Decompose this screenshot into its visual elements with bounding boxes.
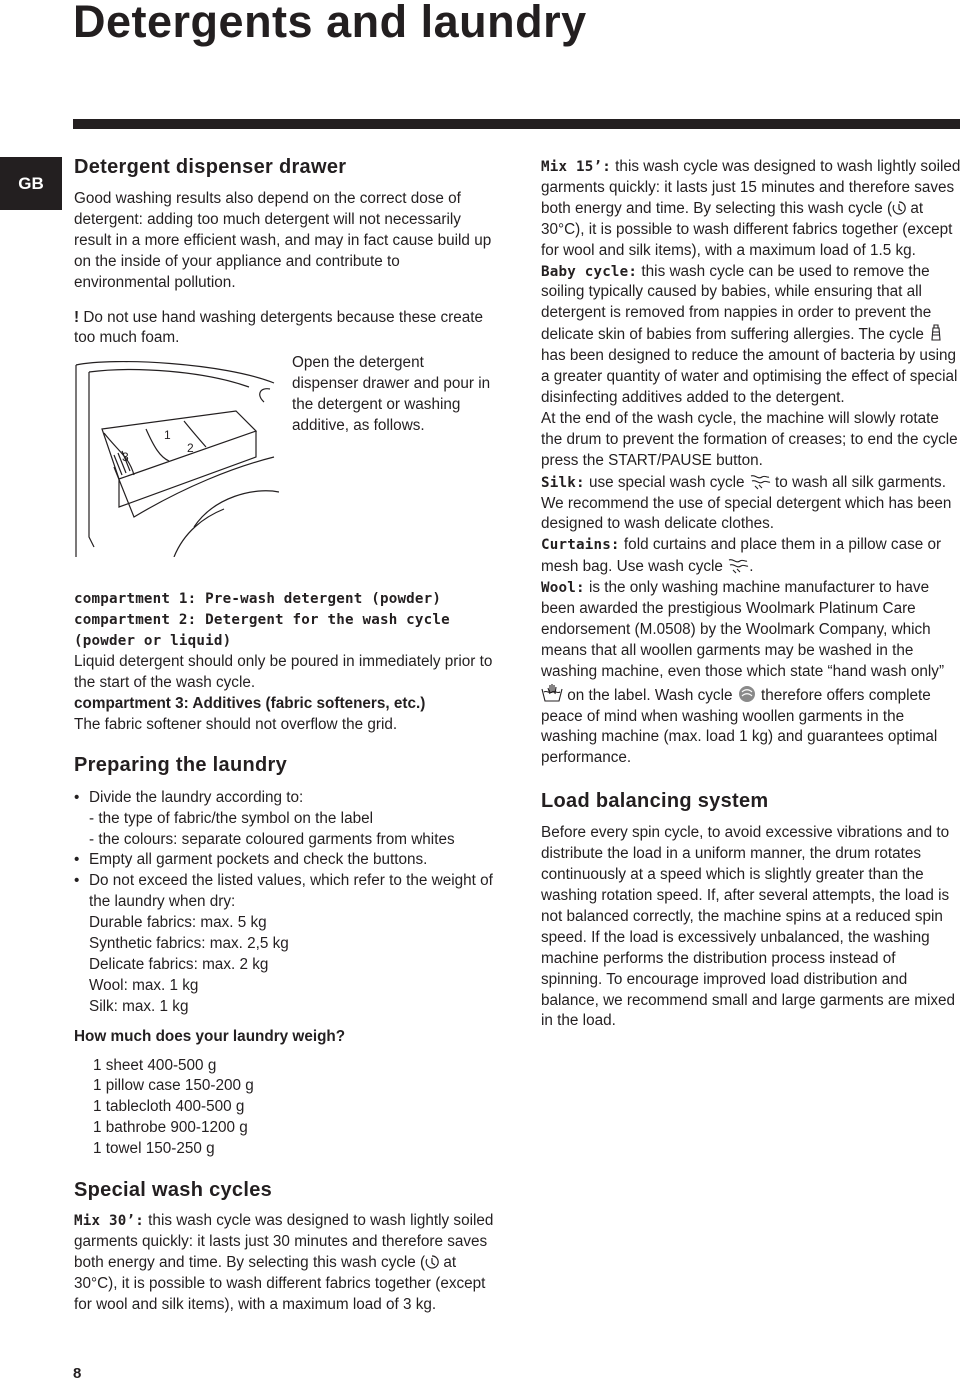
limit-item: Durable fabrics: max. 5 kg (89, 914, 267, 932)
weights-list (74, 1056, 494, 1161)
balance-heading: Load balancing system (541, 790, 769, 813)
wool-label: Wool: (541, 580, 585, 597)
timer-icon (425, 1254, 439, 1270)
page-title: Detergents and laundry (73, 0, 587, 47)
bullet-icon: • (74, 872, 80, 890)
dispenser-intro: Good washing results also depend on the correct dose of detergent: adding too much detergent will not necessarily result in a more efficient wash, and may in fact cause build up on the inside of your appliance and contribute to environmental pollution. (74, 190, 492, 291)
woolmark-icon (737, 685, 757, 703)
weight-item: 1 tablecloth 400-500 g (93, 1098, 245, 1116)
warning-mark: ! (74, 308, 80, 326)
bullet-icon: • (74, 851, 80, 869)
figure-label-1: 1 (164, 428, 171, 443)
list-item: • Empty all garment pockets and check the buttons. (74, 850, 494, 871)
limit-item: Silk: max. 1 kg (89, 997, 189, 1015)
baby-end-paragraph: At the end of the wash cycle, the machine will slowly rotate the drum to prevent the formation of creases; to end the cycle press the START/PAUSE button. (541, 409, 958, 469)
list-subitem: - the type of fabric/the symbol on the label (89, 809, 374, 827)
curtains-paragraph: Curtains: fold curtains and place them in a pillow case or mesh bag. Use wash cycle . (541, 536, 942, 576)
weigh-heading: How much does your laundry weigh? (74, 1027, 346, 1045)
right-column (541, 157, 960, 1032)
special-heading: Special wash cycles (74, 1179, 273, 1202)
figure-label-3: 3 (122, 450, 129, 465)
silk-paragraph: Silk: use special wash cycle to wash all silk garments. We recommend the use of special detergent which has been designed to wash delicate clothes. (541, 473, 952, 533)
hand-wash-icon (541, 683, 563, 703)
mix15-label: Mix 15’: (541, 159, 611, 175)
mix15-paragraph: Mix 15’: this wash cycle was designed to wash lightly soiled garments quickly: it lasts just 15 minutes and therefore saves both energy and time. By selecting this wash cycle ( at 30°C), it is possible to wash different fabrics together (except for wool and silk items), with a maximum load of 1.5 kg. (541, 158, 960, 259)
mix30-paragraph: Mix 30’: this wash cycle was designed to wash lightly soiled garments quickly: it lasts just 30 minutes and therefore saves both energy and time. By selecting this wash cycle ( at 30°C), it is possible to wash different fabrics together (except for wool and silk items), with a maximum load of 3 kg. (74, 1212, 494, 1313)
timer-icon (892, 200, 906, 216)
compartment-2-note: Liquid detergent should only be poured in immediately prior to the start of the wash cycle. (74, 653, 493, 691)
weight-item: 1 pillow case 150-200 g (93, 1077, 254, 1095)
dispenser-heading: Detergent dispenser drawer (74, 156, 347, 178)
silk-label: Silk: (541, 474, 585, 491)
mix30-label: Mix 30’: (74, 1213, 144, 1230)
laundry-heading: Preparing the laundry (74, 753, 288, 776)
list-item: • Divide the laundry according to: (74, 788, 494, 809)
baby-paragraph: Baby cycle: this wash cycle can be used to remove the soiling typically caused by babies, while ensuring that all detergent is removed from nappies in order to prevent the delicate skin of babies from suffering allergies. The cycle has been designed to reduce the amount of bacteria by using a greater quantity of water and optimising the effect of special disinfecting additives added to the detergent. (541, 262, 958, 406)
list-subitem: - the colours: separate coloured garments from whites (89, 830, 455, 848)
balance-body: Before every spin cycle, to avoid excessive vibrations and to distribute the load in a uniform manner, the drum rotates continuously at a speed which is slightly greater than the washing rotation speed. If, after several attempts, the load is not balanced correctly, the machine spins at a reduced spin speed. If the load is excessively unbalanced, the washing machine performs the distribution process instead of spinning. To encourage improved load distribution and balance, we recommend small and large garments are mixed in the load. (541, 824, 956, 1030)
page-number: 8 (73, 1365, 82, 1382)
compartment-2: compartment 2: Detergent for the wash cycle (powder or liquid) (74, 612, 450, 650)
figure-label-2: 2 (187, 441, 194, 456)
weight-item: 1 towel 150-250 g (93, 1140, 215, 1158)
laundry-list (74, 788, 494, 1018)
wool-paragraph: Wool: is the only washing machine manufacturer to have been awarded the prestigious Woolmark Platinum Care endorsement (M.0508) by the Woolmark Company, which means that all woollen garments may be washed in the washing machine, even those which state “hand wash only” on the label. Wash cycle therefore offers complete peace of mind when washing woollen garments in the washing machine (max. load 1 kg) and guarantees optimal performance. (541, 579, 945, 767)
title-rule (73, 119, 960, 129)
curtains-label: Curtains: (541, 537, 620, 554)
baby-bottle-icon (928, 324, 944, 342)
list-item: • Do not exceed the listed values, which refer to the weight of the laundry when dry: (74, 871, 494, 913)
weight-item: 1 sheet 400-500 g (93, 1056, 217, 1074)
bullet-icon: • (74, 788, 80, 806)
warning-text: Do not use hand washing detergents because these create too much foam. (74, 308, 484, 347)
language-tab: GB (0, 157, 62, 210)
foam-warning (74, 308, 494, 350)
limit-item: Synthetic fabrics: max. 2,5 kg (89, 935, 289, 953)
limit-item: Delicate fabrics: max. 2 kg (89, 955, 269, 973)
weight-item: 1 bathrobe 900-1200 g (93, 1119, 248, 1137)
compartment-3-note: The fabric softener should not overflow the grid. (74, 715, 398, 733)
compartment-3: compartment 3: Additives (fabric softeners, etc.) (74, 694, 426, 712)
dispenser-figure (74, 353, 494, 589)
baby-label: Baby cycle: (541, 263, 638, 280)
silk-curtain-icon (749, 472, 771, 490)
limit-item: Wool: max. 1 kg (89, 976, 199, 994)
dispenser-drawer-illustration (74, 357, 279, 557)
compartment-1: compartment 1: Pre-wash detergent (powder) (74, 591, 442, 608)
left-column (74, 154, 494, 1316)
silk-curtain-icon (727, 556, 749, 574)
figure-caption: Open the detergent dispenser drawer and pour in the detergent or washing additive, as follows. (292, 354, 491, 435)
